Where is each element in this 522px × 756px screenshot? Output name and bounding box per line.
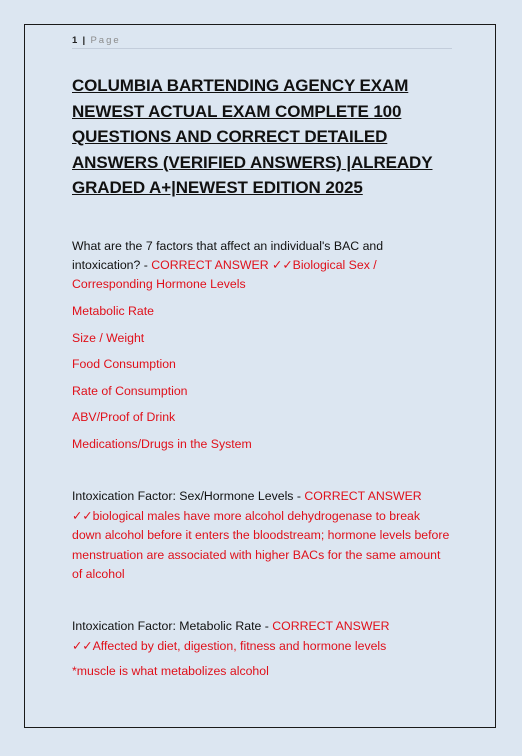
page-separator: | [82, 35, 86, 46]
check-icon: ✓✓ [272, 257, 293, 272]
answer-text: Biological Sex / Corresponding Hormone Levels [72, 257, 377, 292]
page-word: Page [90, 35, 121, 46]
page-content [72, 35, 452, 681]
factor-item: Rate of Consumption [72, 383, 188, 398]
factor-item: Size / Weight [72, 330, 145, 345]
check-icon: ✓✓ [72, 508, 93, 523]
question-text: Intoxication Factor: Metabolic Rate - [72, 619, 269, 634]
question-block-2 [72, 487, 452, 584]
question-text: What are the 7 factors that affect an individual's BAC and intoxication? - [72, 238, 384, 272]
page-header [72, 35, 452, 49]
answer-label: CORRECT ANSWER [304, 489, 422, 504]
question-text: Intoxication Factor: Sex/Hormone Levels - [72, 489, 301, 504]
factor-item: Food Consumption [72, 357, 176, 372]
answer-label: CORRECT ANSWER [151, 257, 269, 272]
factor-item: Medications/Drugs in the System [72, 436, 252, 451]
answer-text: biological males have more alcohol dehydrogenase to break down alcohol before it enters the bloodstream; hormone levels before menstruation are associated with higher BACs for the same amount of alcohol [72, 508, 450, 581]
question-block-3 [72, 617, 452, 656]
document-page [24, 24, 496, 728]
factor-item: Metabolic Rate [72, 303, 155, 318]
document-title: COLUMBIA BARTENDING AGENCY EXAM NEWEST ACTUAL EXAM COMPLETE 100 QUESTIONS AND CORRECT DETAILED ANSWERS (VERIFIED ANSWERS) |ALREADY GRADED A+|NEWEST EDITION 2025 [72, 76, 433, 197]
check-icon: ✓✓ [72, 638, 93, 653]
answer-note: *muscle is what metabolizes alcohol [72, 663, 269, 678]
answer-text: Affected by diet, digestion, fitness and hormone levels [92, 638, 387, 653]
answer-label: CORRECT ANSWER [272, 619, 390, 634]
question-block-1 [72, 237, 452, 295]
page-number: 1 [72, 35, 78, 46]
factor-item: ABV/Proof of Drink [72, 410, 176, 425]
